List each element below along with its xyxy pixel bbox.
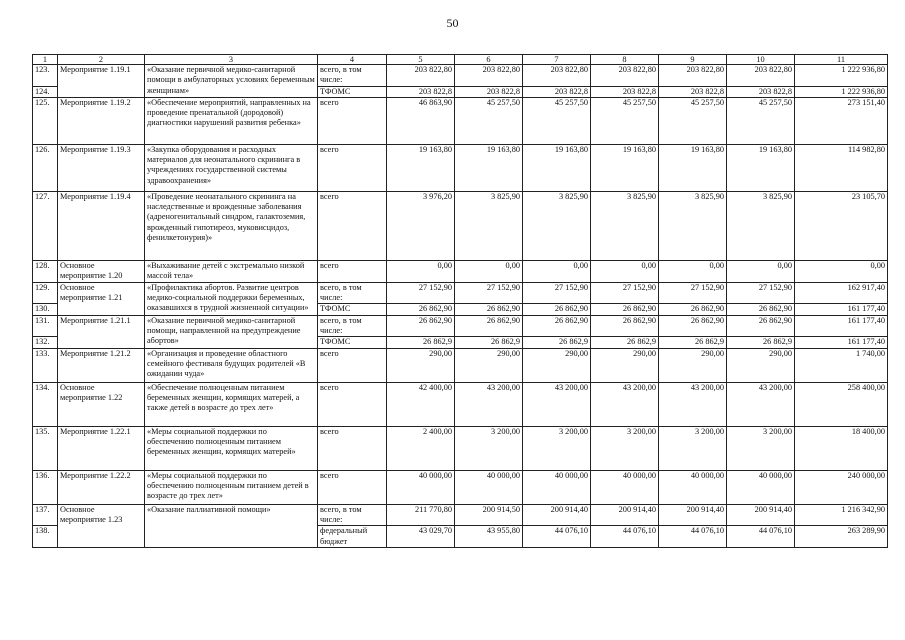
year-amount-cell: 43 200,00 <box>523 382 591 426</box>
activity-description-cell: «Выхаживание детей с экстремально низкой массой тела» <box>145 260 318 282</box>
total-amount-cell: 0,00 <box>795 260 888 282</box>
year-amount-cell: 19 163,80 <box>455 144 523 191</box>
activity-name-cell: Мероприятие 1.19.4 <box>58 191 145 260</box>
header-cell: 10 <box>727 55 795 65</box>
year-amount-cell: 43 029,70 <box>387 526 455 548</box>
year-amount-cell: 43 200,00 <box>659 382 727 426</box>
funding-source-cell: федеральный бюджет <box>318 526 387 548</box>
year-amount-cell: 43 955,80 <box>455 526 523 548</box>
year-amount-cell: 3 825,90 <box>659 191 727 260</box>
year-amount-cell: 290,00 <box>727 348 795 382</box>
funding-source-cell: всего, в том числе: <box>318 504 387 526</box>
funding-source-cell: всего, в том числе: <box>318 282 387 304</box>
year-amount-cell: 27 152,90 <box>455 282 523 304</box>
total-amount-cell: 240 000,00 <box>795 470 888 504</box>
year-amount-cell: 26 862,90 <box>455 304 523 315</box>
year-amount-cell: 200 914,40 <box>659 504 727 526</box>
year-amount-cell: 200 914,40 <box>591 504 659 526</box>
year-amount-cell: 0,00 <box>591 260 659 282</box>
activity-name-cell: Мероприятие 1.19.3 <box>58 144 145 191</box>
activity-description-cell: «Оказание первичной медико-санитарной помощи в амбулаторных условиях беременным женщинам» <box>145 65 318 98</box>
activity-name-cell: Мероприятие 1.21.1 <box>58 315 145 348</box>
row-number-cell: 128. <box>33 260 58 282</box>
table-row <box>33 504 888 526</box>
header-cell: 9 <box>659 55 727 65</box>
year-amount-cell: 26 862,90 <box>523 315 591 337</box>
year-amount-cell: 43 200,00 <box>727 382 795 426</box>
header-cell: 1 <box>33 55 58 65</box>
year-amount-cell: 40 000,00 <box>523 470 591 504</box>
year-amount-cell: 3 200,00 <box>727 426 795 470</box>
total-amount-cell: 161 177,40 <box>795 337 888 348</box>
year-amount-cell: 290,00 <box>659 348 727 382</box>
funding-source-cell: ТФОМС <box>318 86 387 97</box>
table-row <box>33 470 888 504</box>
year-amount-cell: 26 862,9 <box>387 337 455 348</box>
year-amount-cell: 0,00 <box>387 260 455 282</box>
year-amount-cell: 26 862,90 <box>455 315 523 337</box>
table-row <box>33 97 888 144</box>
year-amount-cell: 203 822,8 <box>455 86 523 97</box>
activity-description-cell: «Меры социальной поддержки по обеспечению полноценным питанием беременных женщин, кормящих матерей» <box>145 426 318 470</box>
year-amount-cell: 26 862,9 <box>659 337 727 348</box>
row-number-cell: 137. <box>33 504 58 526</box>
year-amount-cell: 290,00 <box>591 348 659 382</box>
total-amount-cell: 273 151,40 <box>795 97 888 144</box>
row-number-cell: 136. <box>33 470 58 504</box>
table-row <box>33 144 888 191</box>
activity-name-cell: Мероприятие 1.22.1 <box>58 426 145 470</box>
row-number-cell: 134. <box>33 382 58 426</box>
activity-name-cell: Основное мероприятие 1.22 <box>58 382 145 426</box>
row-number-cell: 124. <box>33 86 58 97</box>
year-amount-cell: 26 862,90 <box>591 304 659 315</box>
total-amount-cell: 1 740,00 <box>795 348 888 382</box>
activity-name-cell: Основное мероприятие 1.23 <box>58 504 145 548</box>
year-amount-cell: 26 862,9 <box>727 337 795 348</box>
year-amount-cell: 44 076,10 <box>659 526 727 548</box>
year-amount-cell: 200 914,40 <box>523 504 591 526</box>
activity-description-cell: «Оказание первичной медико-санитарной помощи, направленной на предупреждение абортов» <box>145 315 318 348</box>
activity-name-cell: Мероприятие 1.21.2 <box>58 348 145 382</box>
year-amount-cell: 40 000,00 <box>387 470 455 504</box>
table-header-row <box>33 55 888 65</box>
year-amount-cell: 45 257,50 <box>727 97 795 144</box>
funding-source-cell: всего, в том числе: <box>318 65 387 87</box>
header-cell: 7 <box>523 55 591 65</box>
year-amount-cell: 19 163,80 <box>523 144 591 191</box>
total-amount-cell: 258 400,00 <box>795 382 888 426</box>
header-cell: 5 <box>387 55 455 65</box>
year-amount-cell: 26 862,90 <box>591 315 659 337</box>
year-amount-cell: 3 200,00 <box>523 426 591 470</box>
year-amount-cell: 3 200,00 <box>591 426 659 470</box>
year-amount-cell: 203 822,8 <box>727 86 795 97</box>
year-amount-cell: 26 862,90 <box>659 304 727 315</box>
year-amount-cell: 3 825,90 <box>455 191 523 260</box>
year-amount-cell: 46 863,90 <box>387 97 455 144</box>
header-cell: 3 <box>145 55 318 65</box>
year-amount-cell: 200 914,40 <box>727 504 795 526</box>
year-amount-cell: 26 862,90 <box>387 304 455 315</box>
year-amount-cell: 45 257,50 <box>591 97 659 144</box>
year-amount-cell: 26 862,9 <box>523 337 591 348</box>
year-amount-cell: 27 152,90 <box>523 282 591 304</box>
funding-source-cell: всего, в том числе: <box>318 315 387 337</box>
activity-name-cell: Мероприятие 1.22.2 <box>58 470 145 504</box>
year-amount-cell: 26 862,90 <box>727 304 795 315</box>
table-row <box>33 260 888 282</box>
header-cell: 8 <box>591 55 659 65</box>
year-amount-cell: 26 862,9 <box>455 337 523 348</box>
header-cell: 6 <box>455 55 523 65</box>
row-number-cell: 135. <box>33 426 58 470</box>
table-row <box>33 426 888 470</box>
table-row <box>33 191 888 260</box>
year-amount-cell: 44 076,10 <box>523 526 591 548</box>
header-cell: 2 <box>58 55 145 65</box>
year-amount-cell: 45 257,50 <box>523 97 591 144</box>
table-row <box>33 382 888 426</box>
year-amount-cell: 19 163,80 <box>387 144 455 191</box>
budget-table <box>32 54 888 548</box>
year-amount-cell: 200 914,50 <box>455 504 523 526</box>
total-amount-cell: 161 177,40 <box>795 315 888 337</box>
year-amount-cell: 45 257,50 <box>659 97 727 144</box>
header-cell: 4 <box>318 55 387 65</box>
total-amount-cell: 161 177,40 <box>795 304 888 315</box>
year-amount-cell: 26 862,90 <box>659 315 727 337</box>
year-amount-cell: 203 822,8 <box>523 86 591 97</box>
year-amount-cell: 3 825,90 <box>591 191 659 260</box>
year-amount-cell: 43 200,00 <box>455 382 523 426</box>
activity-name-cell: Мероприятие 1.19.1 <box>58 65 145 98</box>
activity-description-cell: «Оказание паллиативной помощи» <box>145 504 318 548</box>
activity-description-cell: «Обеспечение мероприятий, направленных на проведение пренатальной (дородовой) диагностики нарушений развития ребенка» <box>145 97 318 144</box>
row-number-cell: 132. <box>33 337 58 348</box>
funding-source-cell: всего <box>318 191 387 260</box>
total-amount-cell: 1 216 342,90 <box>795 504 888 526</box>
table-row <box>33 282 888 304</box>
year-amount-cell: 203 822,80 <box>523 65 591 87</box>
activity-description-cell: «Проведение неонатального скрининга на наследственные и врожденные заболевания (адреногенитальный синдром, галактоземия, врожденный гипотиреоз, муковисцидоз, фенилкетонурия)» <box>145 191 318 260</box>
row-number-cell: 123. <box>33 65 58 87</box>
total-amount-cell: 1 222 936,80 <box>795 65 888 87</box>
funding-source-cell: всего <box>318 426 387 470</box>
row-number-cell: 131. <box>33 315 58 337</box>
total-amount-cell: 18 400,00 <box>795 426 888 470</box>
year-amount-cell: 290,00 <box>455 348 523 382</box>
row-number-cell: 130. <box>33 304 58 315</box>
year-amount-cell: 203 822,8 <box>591 86 659 97</box>
year-amount-cell: 211 770,80 <box>387 504 455 526</box>
year-amount-cell: 203 822,80 <box>727 65 795 87</box>
funding-source-cell: всего <box>318 470 387 504</box>
year-amount-cell: 43 200,00 <box>591 382 659 426</box>
total-amount-cell: 23 105,70 <box>795 191 888 260</box>
year-amount-cell: 40 000,00 <box>455 470 523 504</box>
year-amount-cell: 26 862,90 <box>727 315 795 337</box>
year-amount-cell: 203 822,8 <box>659 86 727 97</box>
row-number-cell: 126. <box>33 144 58 191</box>
year-amount-cell: 0,00 <box>659 260 727 282</box>
activity-description-cell: «Обеспечение полноценным питанием беременных женщин, кормящих матерей, а также детей в возрасте до трех лет» <box>145 382 318 426</box>
year-amount-cell: 203 822,80 <box>455 65 523 87</box>
row-number-cell: 125. <box>33 97 58 144</box>
header-cell: 11 <box>795 55 888 65</box>
funding-source-cell: всего <box>318 382 387 426</box>
total-amount-cell: 162 917,40 <box>795 282 888 304</box>
year-amount-cell: 27 152,90 <box>659 282 727 304</box>
table-row <box>33 348 888 382</box>
year-amount-cell: 44 076,10 <box>591 526 659 548</box>
table-row <box>33 65 888 87</box>
year-amount-cell: 40 000,00 <box>591 470 659 504</box>
year-amount-cell: 44 076,10 <box>727 526 795 548</box>
year-amount-cell: 26 862,90 <box>523 304 591 315</box>
year-amount-cell: 290,00 <box>387 348 455 382</box>
year-amount-cell: 3 200,00 <box>455 426 523 470</box>
table-row <box>33 315 888 337</box>
funding-source-cell: всего <box>318 144 387 191</box>
row-number-cell: 138. <box>33 526 58 548</box>
year-amount-cell: 40 000,00 <box>727 470 795 504</box>
year-amount-cell: 3 825,90 <box>523 191 591 260</box>
activity-name-cell: Основное мероприятие 1.21 <box>58 282 145 315</box>
year-amount-cell: 203 822,8 <box>387 86 455 97</box>
row-number-cell: 129. <box>33 282 58 304</box>
row-number-cell: 133. <box>33 348 58 382</box>
funding-source-cell: всего <box>318 260 387 282</box>
year-amount-cell: 203 822,80 <box>659 65 727 87</box>
total-amount-cell: 114 982,80 <box>795 144 888 191</box>
year-amount-cell: 45 257,50 <box>455 97 523 144</box>
year-amount-cell: 26 862,90 <box>387 315 455 337</box>
year-amount-cell: 19 163,80 <box>659 144 727 191</box>
year-amount-cell: 3 976,20 <box>387 191 455 260</box>
year-amount-cell: 2 400,00 <box>387 426 455 470</box>
year-amount-cell: 203 822,80 <box>591 65 659 87</box>
year-amount-cell: 19 163,80 <box>591 144 659 191</box>
year-amount-cell: 27 152,90 <box>591 282 659 304</box>
year-amount-cell: 0,00 <box>523 260 591 282</box>
funding-source-cell: всего <box>318 348 387 382</box>
funding-source-cell: ТФОМС <box>318 337 387 348</box>
year-amount-cell: 290,00 <box>523 348 591 382</box>
total-amount-cell: 263 289,90 <box>795 526 888 548</box>
activity-description-cell: «Меры социальной поддержки по обеспечению полноценным питанием детей в возрасте до трех лет» <box>145 470 318 504</box>
row-number-cell: 127. <box>33 191 58 260</box>
page-number: 50 <box>446 16 459 30</box>
year-amount-cell: 27 152,90 <box>727 282 795 304</box>
year-amount-cell: 0,00 <box>455 260 523 282</box>
funding-source-cell: всего <box>318 97 387 144</box>
activity-description-cell: «Профилактика абортов. Развитие центров медико-социальной поддержки беременных, оказавшихся в трудной жизненной ситуации» <box>145 282 318 315</box>
total-amount-cell: 1 222 936,80 <box>795 86 888 97</box>
funding-source-cell: ТФОМС <box>318 304 387 315</box>
year-amount-cell: 42 400,00 <box>387 382 455 426</box>
activity-name-cell: Мероприятие 1.19.2 <box>58 97 145 144</box>
year-amount-cell: 3 825,90 <box>727 191 795 260</box>
activity-description-cell: «Организация и проведение областного семейного фестиваля будущих родителей «В ожидании чуда» <box>145 348 318 382</box>
activity-name-cell: Основное мероприятие 1.20 <box>58 260 145 282</box>
year-amount-cell: 0,00 <box>727 260 795 282</box>
year-amount-cell: 19 163,80 <box>727 144 795 191</box>
activity-description-cell: «Закупка оборудования и расходных материалов для неонатального скрининга в учреждениях государственной системы здравоохранения» <box>145 144 318 191</box>
year-amount-cell: 26 862,9 <box>591 337 659 348</box>
year-amount-cell: 27 152,90 <box>387 282 455 304</box>
year-amount-cell: 203 822,80 <box>387 65 455 87</box>
year-amount-cell: 40 000,00 <box>659 470 727 504</box>
year-amount-cell: 3 200,00 <box>659 426 727 470</box>
